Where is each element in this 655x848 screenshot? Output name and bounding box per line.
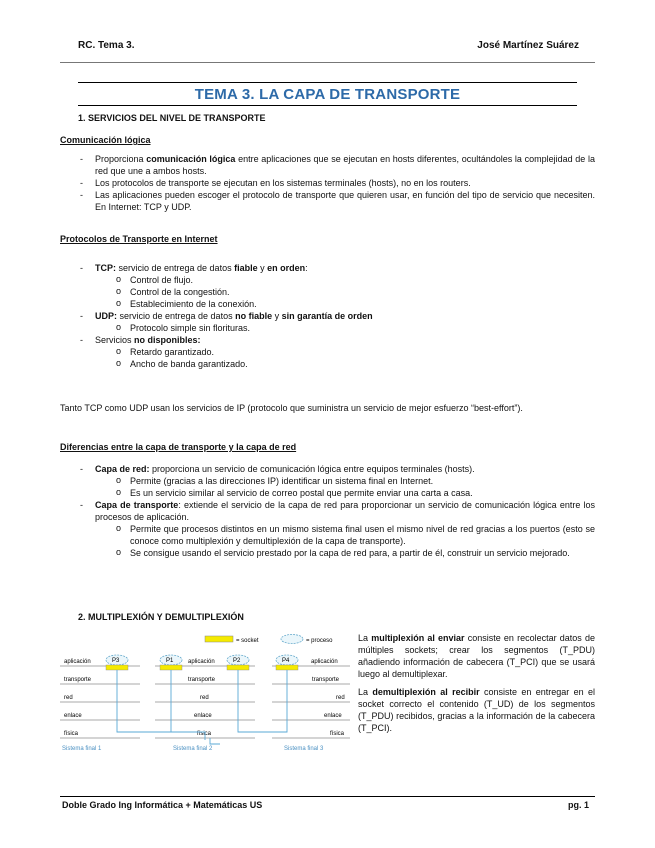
system-3-stack (272, 655, 350, 752)
list-item-udp: - UDP: servicio de entrega de datos no fiable y sin garantía de orden (60, 310, 595, 322)
list-item: - Proporciona comunicación lógica entre aplicaciones que se ejecutan en hosts diferentes, ocultándoles la complejidad de la red que une a ambos hosts. (60, 153, 595, 177)
sub-list-item: o Permite (gracias a las direcciones IP) identificar un sistema final en Internet. (60, 475, 595, 487)
list-item-tcp: - TCP: servicio de entrega de datos fiable y en orden: (60, 262, 595, 274)
list-item-red: - Capa de red: proporciona un servicio de comunicación lógica entre equipos terminales (hosts). (60, 463, 595, 475)
page-title: TEMA 3. LA CAPA DE TRANSPORTE (78, 82, 577, 106)
process-label: P3 (112, 658, 120, 664)
layer-label: red (336, 695, 345, 701)
legend-socket: = socket (236, 638, 259, 644)
page-number: pg. 1 (567, 800, 589, 810)
socket-legend-icon (205, 636, 233, 642)
footer-rule (60, 796, 595, 797)
header-rule (60, 62, 595, 63)
system-1-stack (60, 655, 140, 752)
subheading-comunicacion: Comunicación lógica (60, 135, 151, 145)
sub-list-item: o Establecimiento de la conexión. (60, 298, 595, 310)
layer-label: transporte (64, 677, 92, 683)
process-label: P4 (282, 658, 290, 664)
sub-list-item: o Protocolo simple sin florituras. (60, 322, 595, 334)
socket-icon (227, 665, 249, 670)
layer-label: aplicación (64, 659, 91, 665)
sub-list-item: o Es un servicio similar al servicio de correo postal que permite enviar una carta a casa. (60, 487, 595, 499)
diferencias-list (60, 463, 595, 559)
footer-left: Doble Grado Ing Informática + Matemáticas US (62, 800, 263, 810)
sub-list-item: o Se consigue usando el servicio prestado por la capa de red para, a partir de él, construir un servicio mejorado. (60, 547, 595, 559)
protocolos-list (60, 262, 595, 370)
sub-list-item: o Permite que procesos distintos en un mismo sistema final usen el mismo nivel de red gracias a los puertos (esto se conoce como multiplexión y demultiplexión de la capa de transporte). (60, 523, 595, 547)
system-label: Sistema final 2 (173, 746, 213, 752)
header-right: José Martínez Suárez (477, 40, 579, 51)
layer-label: transporte (188, 677, 216, 683)
layer-label: red (200, 695, 209, 701)
list-item: - Las aplicaciones pueden escoger el protocolo de transporte que quieren usar, en función del tipo de servicio que necesiten. En Internet: TCP y UDP. (60, 189, 595, 213)
list-item-no-disponibles: - Servicios no disponibles: (60, 334, 595, 346)
multiplexion-text (358, 632, 595, 734)
layer-label: física (330, 731, 345, 737)
subheading-protocolos: Protocolos de Transporte en Internet (60, 234, 218, 244)
section-2-heading: 2. MULTIPLEXIÓN Y DEMULTIPLEXIÓN (78, 612, 244, 622)
socket-icon (160, 665, 182, 670)
layer-label: física (197, 731, 212, 737)
layer-label: física (64, 731, 79, 737)
list-item-transporte: - Capa de transporte: extiende el servicio de la capa de red para proporcionar un servicio de comunicación lógica entre los procesos de aplicación. (60, 499, 595, 523)
header-left: RC. Tema 3. (78, 40, 135, 51)
layer-label: aplicación (188, 659, 215, 665)
comunicacion-list (60, 153, 595, 213)
section-1-heading: 1. SERVICIOS DEL NIVEL DE TRANSPORTE (78, 113, 266, 123)
process-legend-icon (281, 635, 303, 644)
subheading-diferencias: Diferencias entre la capa de transporte y la capa de red (60, 442, 297, 452)
legend-proceso: = proceso (306, 638, 333, 644)
layer-label: enlace (324, 713, 342, 719)
layer-label: aplicación (311, 659, 338, 665)
tanto-paragraph: Tanto TCP como UDP usan los servicios de IP (protocolo que suministra un servicio de mejor esfuerzo “best-effort”). (60, 403, 523, 413)
system-label: Sistema final 3 (284, 746, 324, 752)
layer-label: transporte (312, 677, 340, 683)
system-label: Sistema final 1 (62, 746, 102, 752)
socket-icon (106, 665, 128, 670)
process-label: P2 (233, 658, 241, 664)
sub-list-item: o Control de la congestión. (60, 286, 595, 298)
multiplexion-paragraph: La multiplexión al enviar consiste en recolectar datos de múltiples sockets; crear los segmentos (T_PDU) añadiendo información de cabecera (T_PCI) que se usará luego al demultiplexar. (358, 633, 595, 679)
layer-label: red (64, 695, 73, 701)
list-item: - Los protocolos de transporte se ejecutan en los sistemas terminales (hosts), no en los routers. (60, 177, 595, 189)
process-label: P1 (166, 658, 174, 664)
layer-label: enlace (194, 713, 212, 719)
sub-list-item: o Retardo garantizado. (60, 346, 595, 358)
demultiplexion-paragraph: La demultiplexión al recibir consiste en entregar en el socket correcto el contenido (T_UD) de los segmentos (T_PDU) recibidos, gracias a la información de la cabecera (T_PCI). (358, 687, 595, 733)
socket-icon (276, 665, 298, 670)
multiplexing-figure (60, 632, 350, 754)
layer-label: enlace (64, 713, 82, 719)
sub-list-item: o Control de flujo. (60, 274, 595, 286)
sub-list-item: o Ancho de banda garantizado. (60, 358, 595, 370)
